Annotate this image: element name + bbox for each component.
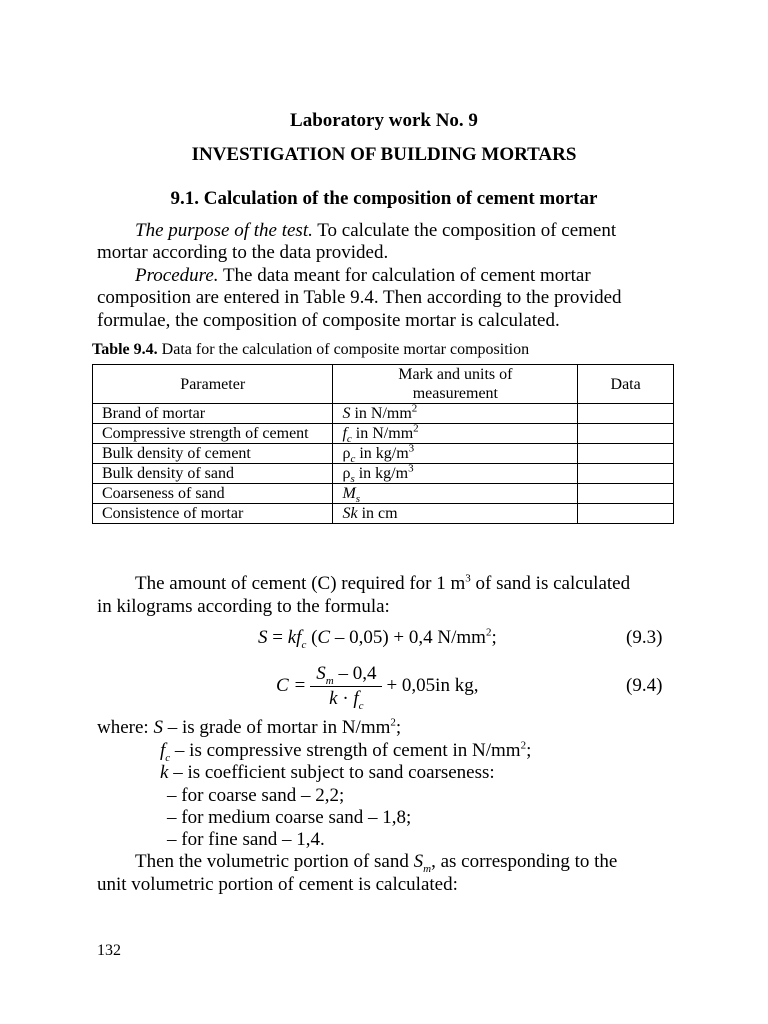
cell-units: $M_s$ <box>333 484 578 504</box>
cell-units: $\rho_s$ in $kg/m^3$ <box>333 464 578 484</box>
cell-units: $\rho_c$ in $kg/m^3$ <box>333 444 578 464</box>
data-table <box>92 364 674 524</box>
formula-9-4-fraction: $\frac{S_m - 0,4}{k \cdot f_c}$ <box>310 663 382 710</box>
procedure-label: Procedure. <box>135 265 219 286</box>
table-caption <box>92 341 529 359</box>
table-row <box>93 444 674 464</box>
cell-data[interactable] <box>578 404 674 424</box>
lab-title: Laboratory work No. 9 <box>290 110 478 131</box>
purpose-line-1 <box>135 220 675 242</box>
cell-parameter: Brand of mortar <box>93 404 333 424</box>
cell-parameter: Compressive strength of cement <box>93 424 333 444</box>
where-line-2: $f_c$ – is compressive strength of cement in $N/mm^2$; <box>160 739 532 764</box>
cell-data[interactable] <box>578 504 674 524</box>
formula-9-3-number: (9.3) <box>626 627 663 648</box>
purpose-label: The purpose of the test. <box>135 220 313 241</box>
cell-data[interactable] <box>578 464 674 484</box>
page-number: 132 <box>97 942 121 959</box>
where-line-4: – for coarse sand – 2,2; <box>167 785 345 806</box>
table-row <box>93 504 674 524</box>
cell-parameter: Bulk density of sand <box>93 464 333 484</box>
purpose-text-2: mortar according to the data provided. <box>97 242 389 263</box>
amount-line-1: The amount of cement (C) required for 1 $m^3$ of sand is calculated <box>135 572 631 594</box>
then-line-1: Then the volumetric portion of sand $S_m$, as corresponding to the <box>135 851 618 875</box>
where-line-6: – for fine sand – 1,4. <box>167 829 325 850</box>
cell-data[interactable] <box>578 484 674 504</box>
procedure-text-2: composition are entered in Table 9.4. Then according to the provided <box>97 287 622 308</box>
cell-parameter: Coarseness of sand <box>93 484 333 504</box>
cell-parameter: Bulk density of cement <box>93 444 333 464</box>
amount-line-2: in kilograms according to the formula: <box>97 596 390 617</box>
procedure-text-1: The data meant for calculation of cement mortar <box>218 265 591 286</box>
header-mark-units: Mark and units of measurement <box>333 365 578 404</box>
cell-data[interactable] <box>578 424 674 444</box>
formula-9-3: $S = kf_c$ (C – 0,05) + 0,4 $N/mm^2$; <box>258 626 497 651</box>
then-line-2: unit volumetric portion of cement is calculated: <box>97 874 458 895</box>
formula-9-4: C = $\frac{S_m - 0,4}{k \cdot f_c}$ + 0,05 in kg, <box>276 662 479 712</box>
table-row <box>93 464 674 484</box>
table-caption-text: Data for the calculation of composite mortar composition <box>157 341 530 358</box>
main-title: INVESTIGATION OF BUILDING MORTARS <box>191 144 577 165</box>
table-caption-label: Table 9.4. <box>92 341 158 358</box>
cell-units: Sk in cm <box>333 504 578 524</box>
cell-units: S in $N/mm^2$ <box>333 404 578 424</box>
where-line-1: where: S – is grade of mortar in $N/mm^2$; <box>97 716 402 738</box>
table-header-row <box>93 365 674 404</box>
where-line-3: k – is coefficient subject to sand coarseness: <box>160 762 495 783</box>
table-row <box>93 424 674 444</box>
procedure-text-3: formulae, the composition of composite mortar is calculated. <box>97 310 560 331</box>
header-data: Data <box>578 365 674 404</box>
procedure-line-1 <box>135 265 591 287</box>
cell-units: $f_c$ in $N/mm^2$ <box>333 424 578 444</box>
section-title: 9.1. Calculation of the composition of cement mortar <box>170 188 598 209</box>
where-line-5: – for medium coarse sand – 1,8; <box>167 807 412 828</box>
purpose-text-1: To calculate the composition of cement <box>312 220 617 241</box>
table-row <box>93 484 674 504</box>
cell-data[interactable] <box>578 444 674 464</box>
table-row <box>93 404 674 424</box>
header-parameter: Parameter <box>93 365 333 404</box>
cell-parameter: Consistence of mortar <box>93 504 333 524</box>
formula-9-4-number: (9.4) <box>626 675 663 696</box>
